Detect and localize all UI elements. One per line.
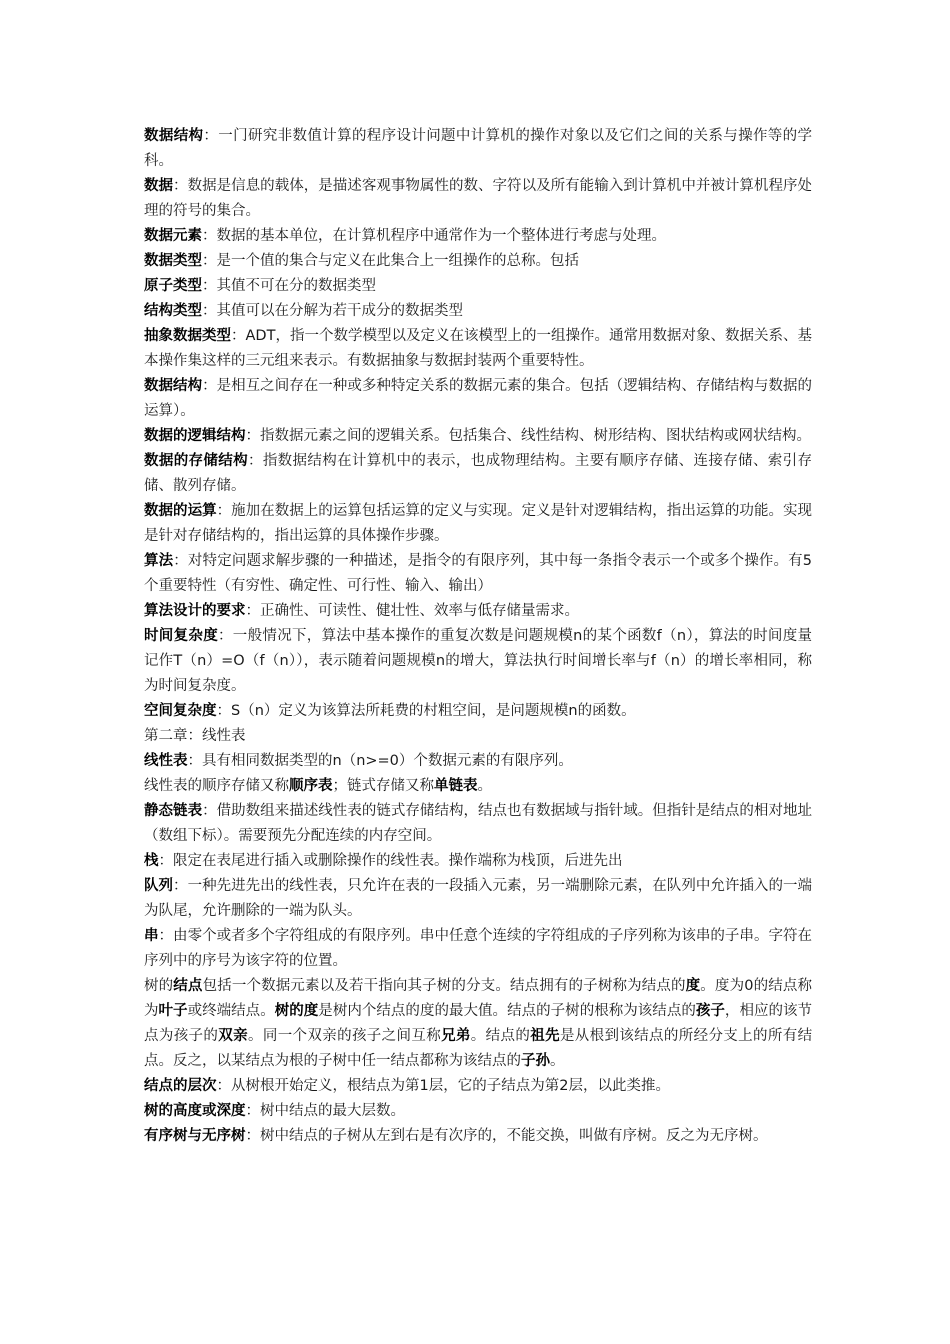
text-run: 。度为0的结点称为 <box>144 978 812 1019</box>
bold-term: 静态链表 <box>144 803 203 819</box>
paragraph <box>144 1074 812 1099</box>
bold-term: 结构类型 <box>144 303 202 319</box>
bold-term: 数据结构 <box>144 378 203 394</box>
paragraph <box>144 799 812 849</box>
paragraph <box>144 324 812 374</box>
paragraph <box>144 1099 812 1124</box>
text-run: 线性表的顺序存储又称 <box>144 778 289 794</box>
bold-term: 数据 <box>144 178 174 194</box>
paragraph <box>144 849 812 874</box>
paragraph <box>144 874 812 924</box>
text-run: ：一般情况下，算法中基本操作的重复次数是问题规模n的某个函数f（n），算法的时间度量记作T（n）=O（f（n）），表示随着问题规模n的增大，算法执行时间增长率与f（n）的增长率相同，称为时间复杂度。 <box>144 628 813 694</box>
text-run: ：其值可以在分解为若干成分的数据类型 <box>202 303 463 319</box>
text-run: ：ADT，指一个数学模型以及定义在该模型上的一组操作。通常用数据对象、数据关系、基本操作集这样的三元组来表示。有数据抽象与数据封装两个重要特性。 <box>144 328 812 369</box>
bold-term: 叶子 <box>158 1003 188 1019</box>
text-run: 或终端结点。 <box>187 1003 275 1019</box>
bold-term: 有序树与无序树 <box>144 1128 246 1144</box>
paragraph <box>144 274 812 299</box>
bold-term: 算法设计的要求 <box>144 603 246 619</box>
bold-term: 兄弟 <box>441 1028 471 1044</box>
text-run: ：限定在表尾进行插入或删除操作的线性表。操作端称为栈顶，后进先出 <box>158 853 623 869</box>
paragraph <box>144 549 812 599</box>
text-run: ：指数据结构在计算机中的表示，也成物理结构。主要有顺序存储、连接存储、索引存储、散列存储。 <box>144 453 812 494</box>
text-run: ：一门研究非数值计算的程序设计问题中计算机的操作对象以及它们之间的关系与操作等的学科。 <box>144 128 813 169</box>
text-run: 。 <box>550 1053 565 1069</box>
text-run: ：对特定问题求解步骤的一种描述，是指令的有限序列，其中每一条指令表示一个或多个操作。有5个重要特性（有穷性、确定性、可行性、输入、输出） <box>144 553 812 594</box>
bold-term: 双亲 <box>218 1028 248 1044</box>
paragraph <box>144 174 812 224</box>
bold-term: 数据的存储结构 <box>144 453 248 469</box>
text-run: ：数据的基本单位，在计算机程序中通常作为一个整体进行考虑与处理。 <box>202 228 666 244</box>
bold-term: 度 <box>685 978 701 994</box>
bold-term: 祖先 <box>530 1028 560 1044</box>
bold-term: 抽象数据类型 <box>144 328 232 344</box>
bold-term: 顺序表 <box>289 778 333 794</box>
text-run: ：指数据元素之间的逻辑关系。包括集合、线性结构、树形结构、图状结构或网状结构。 <box>245 428 811 444</box>
paragraph <box>144 774 812 799</box>
paragraph <box>144 699 812 724</box>
text-run: ；链式存储又称 <box>332 778 434 794</box>
text-run: ：是一个值的集合与定义在此集合上一组操作的总称。包括 <box>202 253 579 269</box>
bold-term: 结点的层次 <box>144 1078 217 1094</box>
text-run: ：正确性、可读性、健壮性、效率与低存储量需求。 <box>245 603 579 619</box>
text-run: ：一种先进先出的线性表，只允许在表的一段插入元素，另一端删除元素，在队列中允许插入的一端为队尾，允许删除的一端为队头。 <box>144 878 812 919</box>
text-run: ，相应的该节点为孩子的 <box>144 1003 813 1044</box>
bold-term: 结点 <box>173 978 203 994</box>
bold-term: 数据类型 <box>144 253 202 269</box>
paragraph <box>144 424 812 449</box>
bold-term: 单链表 <box>434 778 478 794</box>
text-run: ：由零个或者多个字符组成的有限序列。串中任意个连续的字符组成的子序列称为该串的子串。字符在序列中的序号为该字符的位置。 <box>144 928 813 969</box>
bold-term: 数据结构 <box>144 128 204 144</box>
bold-term: 树的高度或深度 <box>144 1103 246 1119</box>
paragraph <box>144 499 812 549</box>
text-run: ：其值不可在分的数据类型 <box>202 278 376 294</box>
bold-term: 原子类型 <box>144 278 202 294</box>
paragraph <box>144 224 812 249</box>
text-run: 是从根到该结点的所经分支上的所有结点。反之，以某结点为根的子树中任一结点都称为该结点的 <box>144 1028 813 1069</box>
paragraph <box>144 249 812 274</box>
paragraph <box>144 599 812 624</box>
paragraph <box>144 374 812 424</box>
text-run: ：是相互之间存在一种或多种特定关系的数据元素的集合。包括（逻辑结构、存储结构与数据的运算）。 <box>144 378 813 419</box>
bold-term: 时间复杂度 <box>144 628 218 644</box>
text-run: ：借助数组来描述线性表的链式存储结构，结点也有数据域与指针域。但指针是结点的相对地址（数组下标）。需要预先分配连续的内存空间。 <box>144 803 813 844</box>
paragraph <box>144 124 812 174</box>
document-body <box>144 124 812 1149</box>
text-run: ：树中结点的子树从左到右是有次序的，不能交换，叫做有序树。反之为无序树。 <box>245 1128 768 1144</box>
bold-term: 数据的逻辑结构 <box>144 428 246 444</box>
text-run: 树的 <box>144 978 174 994</box>
text-run: 。结点的 <box>470 1028 531 1044</box>
text-run: ：数据是信息的载体，是描述客观事物属性的数、字符以及所有能输入到计算机中并被计算机程序处理的符号的集合。 <box>144 178 812 219</box>
text-run: 。同一个双亲的孩子之间互称 <box>247 1028 442 1044</box>
paragraph <box>144 749 812 774</box>
text-run: ：树中结点的最大层数。 <box>245 1103 405 1119</box>
bold-term: 栈 <box>144 853 159 869</box>
paragraph <box>144 624 812 699</box>
bold-term: 队列 <box>144 878 174 894</box>
bold-term: 树的度 <box>274 1003 319 1019</box>
bold-term: 串 <box>144 928 159 944</box>
bold-term: 线性表 <box>144 753 188 769</box>
text-run: ：具有相同数据类型的n（n>=0）个数据元素的有限序列。 <box>187 753 573 769</box>
bold-term: 数据的运算 <box>144 503 217 519</box>
text-run: ：施加在数据上的运算包括运算的定义与实现。定义是针对逻辑结构，指出运算的功能。实现是针对存储结构的，指出运算的具体操作步骤。 <box>144 503 813 544</box>
bold-term: 空间复杂度 <box>144 703 217 719</box>
text-run: ：从树根开始定义，根结点为第1层，它的子结点为第2层，以此类推。 <box>216 1078 670 1094</box>
paragraph <box>144 724 812 749</box>
paragraph <box>144 449 812 499</box>
text-run: 。 <box>477 778 492 794</box>
paragraph <box>144 974 812 1074</box>
paragraph <box>144 299 812 324</box>
text-run: 第二章：线性表 <box>144 728 246 744</box>
text-run: 是树内个结点的度的最大值。结点的子树的根称为该结点的 <box>318 1003 696 1019</box>
bold-term: 孩子 <box>695 1003 725 1019</box>
bold-term: 算法 <box>144 553 174 569</box>
text-run: ：S（n）定义为该算法所耗费的村粗空间，是问题规模n的函数。 <box>216 703 636 719</box>
bold-term: 数据元素 <box>144 228 202 244</box>
paragraph <box>144 1124 812 1149</box>
text-run: 包括一个数据元素以及若干指向其子树的分支。结点拥有的子树称为结点的 <box>202 978 686 994</box>
paragraph <box>144 924 812 974</box>
bold-term: 子孙 <box>521 1053 550 1069</box>
